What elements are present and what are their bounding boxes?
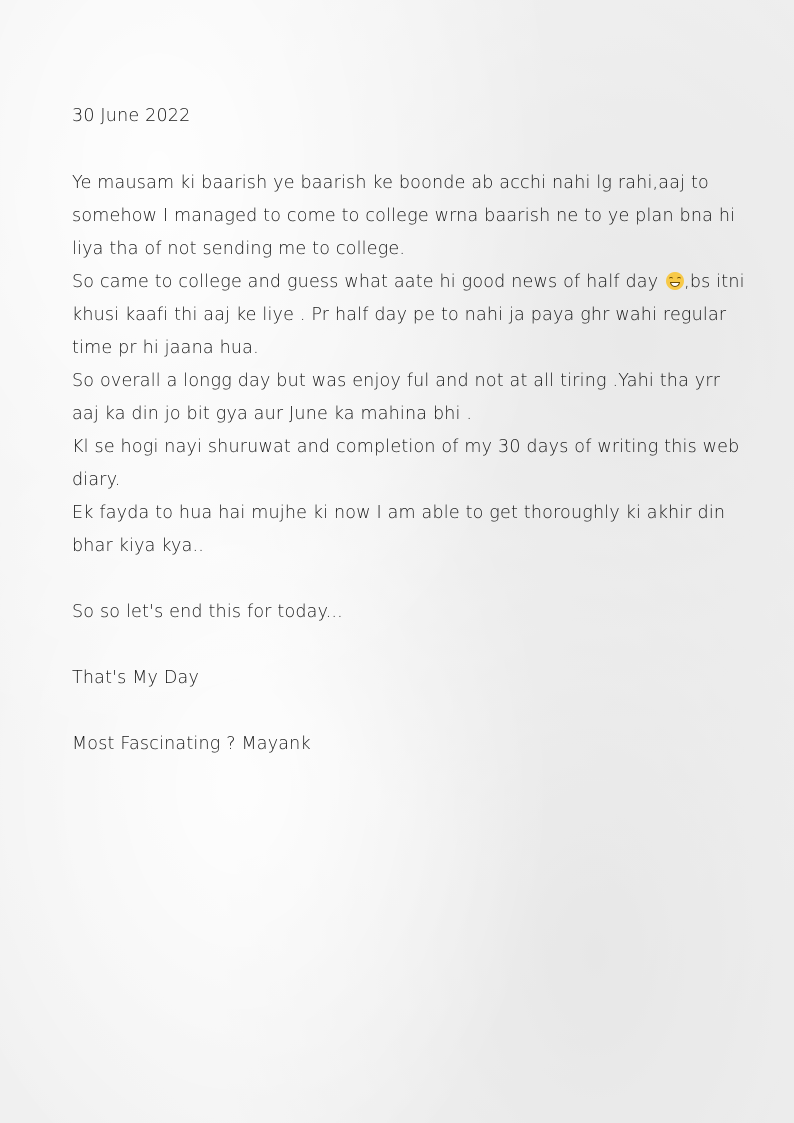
paragraph-2	[72, 266, 752, 365]
paragraph-5: Ek fayda to hua hai mujhe ki now I am able to get thoroughly ki akhir din bhar kiya kya..	[72, 503, 726, 556]
entry-date: 30 June 2022	[72, 106, 191, 126]
signature-line: Most Fascinating ? Mayank	[72, 734, 311, 754]
signoff-line: That's My Day	[72, 668, 200, 688]
closing-line: So so let's end this for today...	[72, 602, 343, 622]
paragraph-1: Ye mausam ki baarish ye baarish ke boonde ab acchi nahi lg rahi,aaj to somehow I managed to come to college wrna baarish ne to ye plan bna hi liya tha of not sending me to college.	[72, 173, 736, 259]
paragraph-2-text: So came to college and guess what aate hi good news of half day	[72, 272, 659, 292]
grinning-face-icon	[666, 272, 684, 290]
paragraph-3: So overall a longg day but was enjoy ful and not at all tiring .Yahi tha yrr aaj ka din jo bit gya aur June ka mahina bhi .	[72, 371, 721, 424]
paragraph-2-continued: ,bs itni khusi kaafi thi aaj ke liye . Pr half day pe to nahi ja paya ghr wahi regular time pr hi jaana hua.	[72, 272, 745, 358]
diary-page	[72, 100, 752, 761]
paragraph-4: Kl se hogi nayi shuruwat and completion of my 30 days of writing this web diary.	[72, 437, 740, 490]
